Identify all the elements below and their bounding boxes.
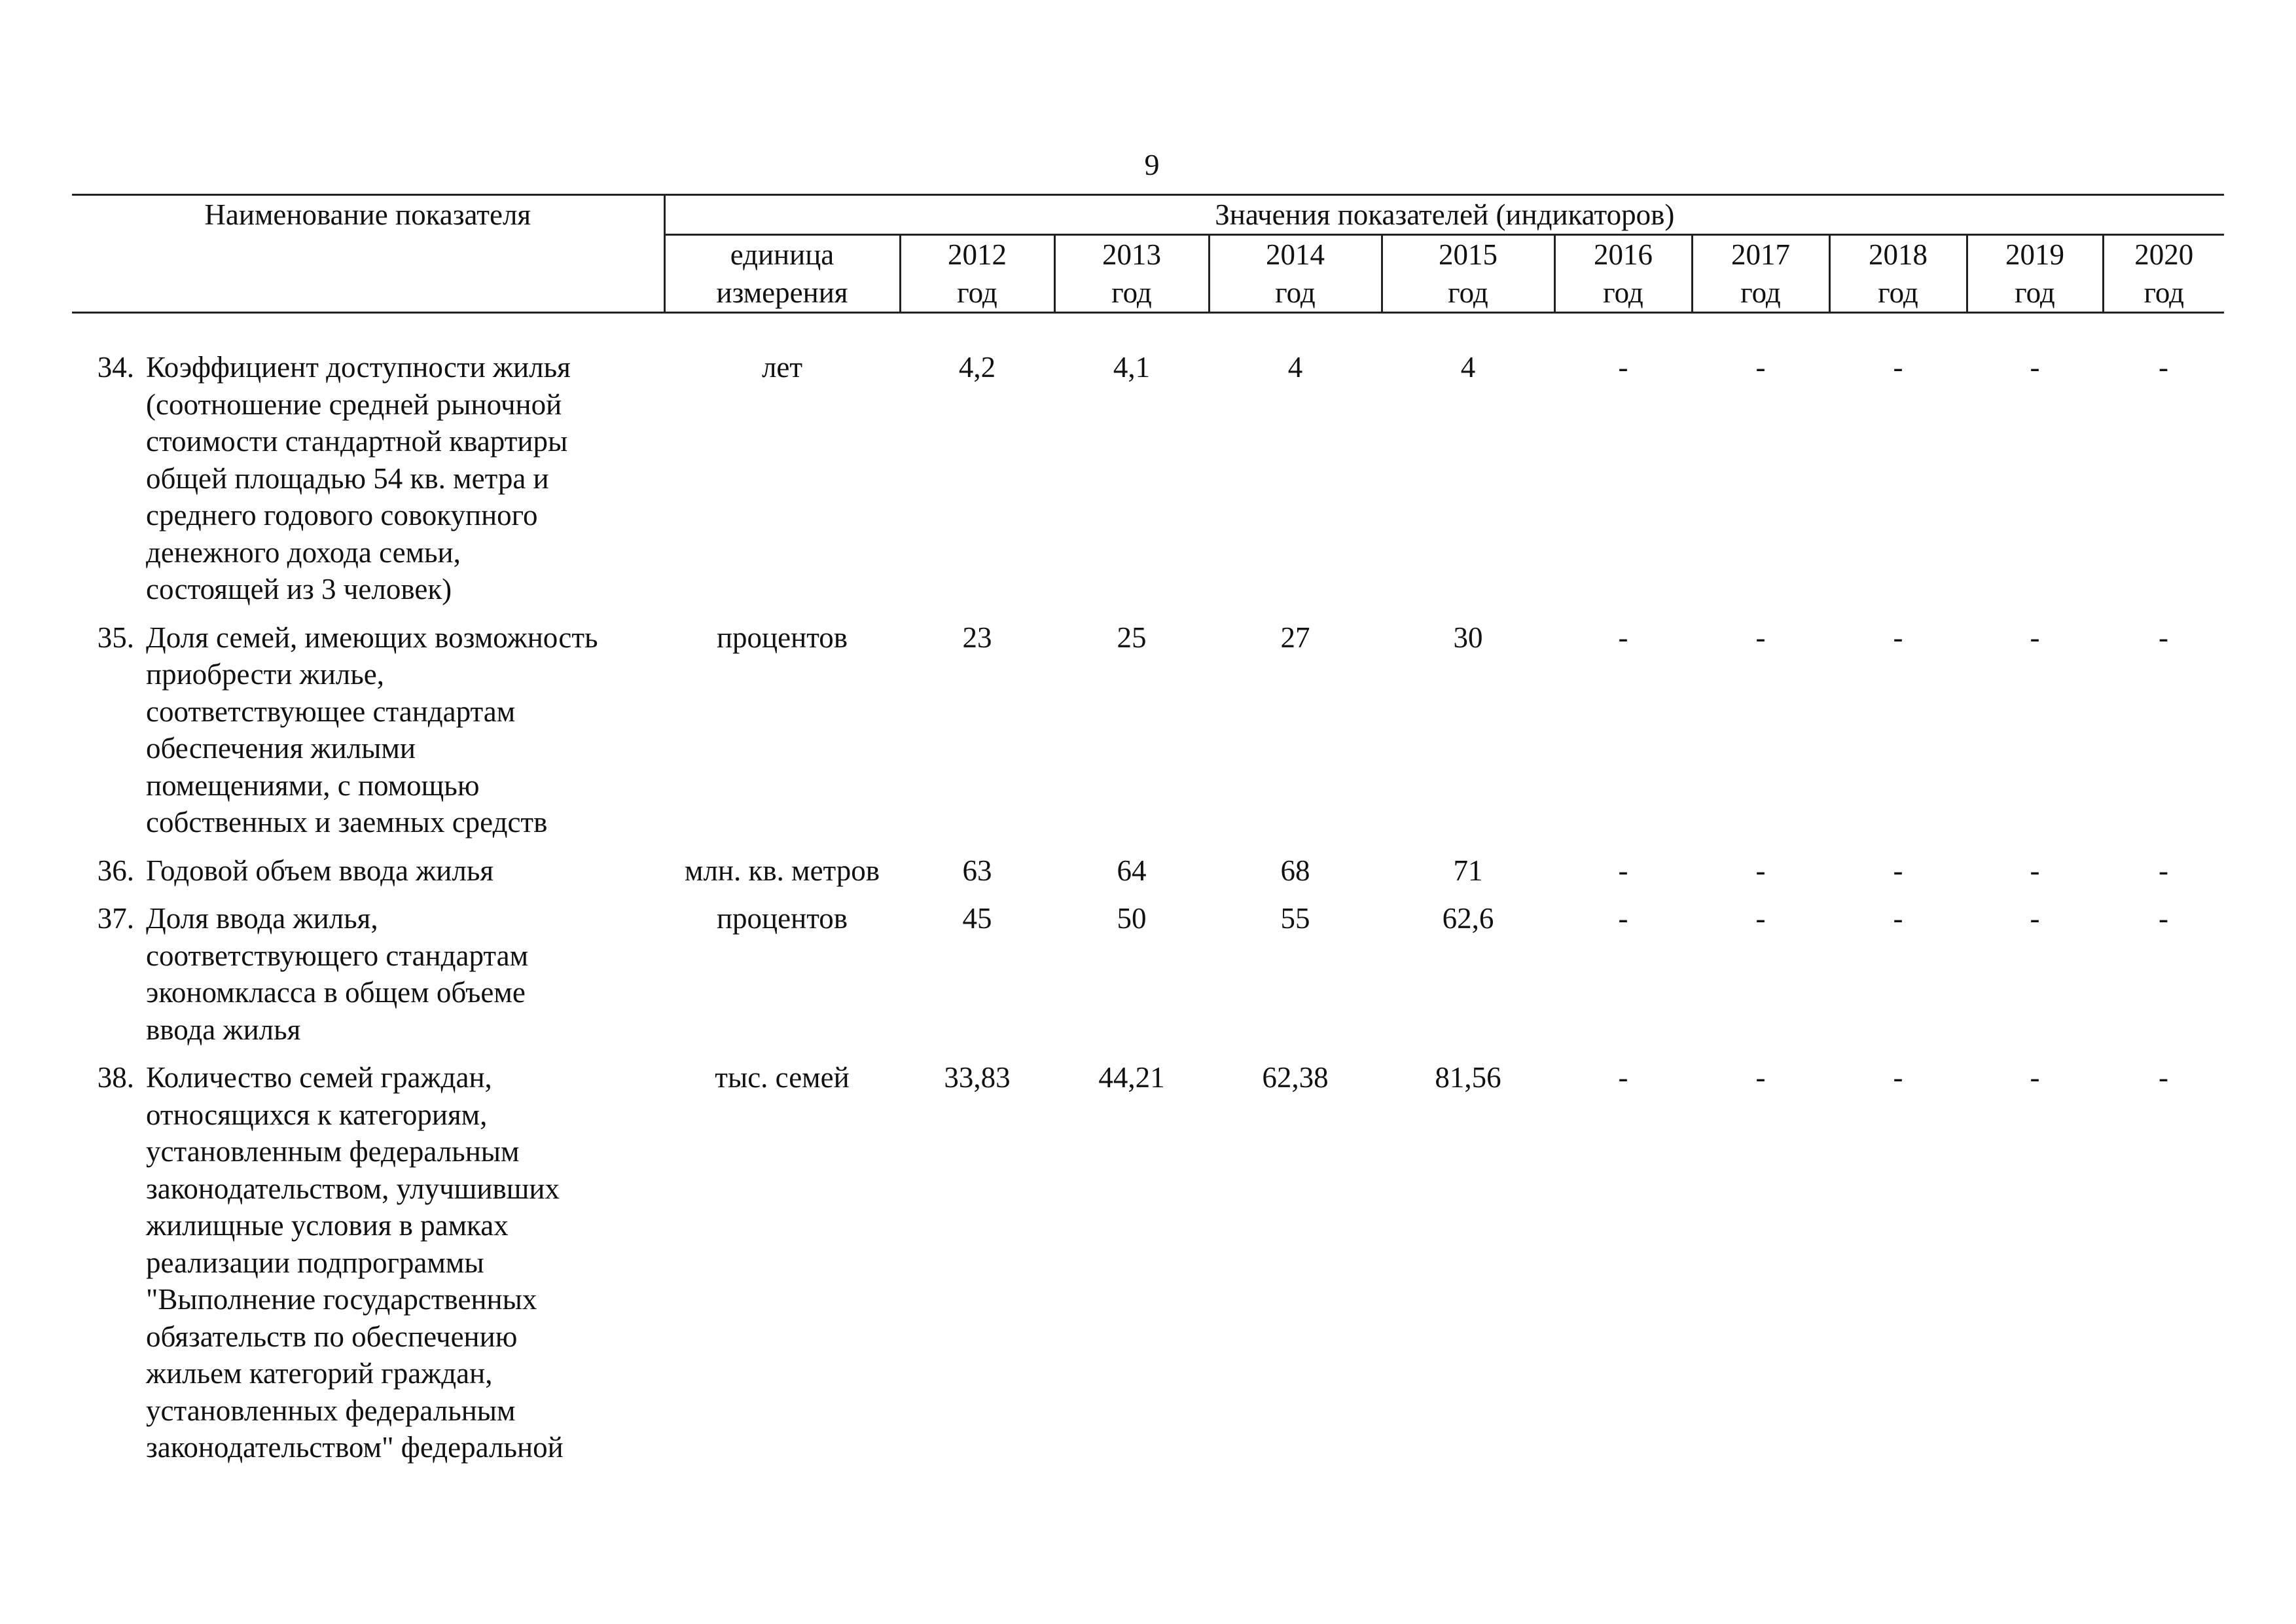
table-row xyxy=(72,900,2224,1059)
value-2013: 44,21 xyxy=(1098,1061,1165,1094)
header-unit xyxy=(664,235,900,313)
header-year-suffix: год xyxy=(1111,276,1152,309)
value-2016: - xyxy=(1618,902,1628,935)
indicator-name xyxy=(141,619,664,852)
header-year-suffix: год xyxy=(957,276,997,309)
value-2017: - xyxy=(1755,854,1766,887)
header-year-label: 2015 xyxy=(1439,238,1498,271)
header-year-suffix: год xyxy=(1275,276,1316,309)
header-year-suffix: год xyxy=(2144,276,2184,309)
value-2015: 81,56 xyxy=(1435,1061,1501,1094)
header-year-suffix: год xyxy=(1878,276,1918,309)
header-values-group: Значения показателей (индикаторов) xyxy=(664,195,2224,235)
indicator-name-line: состоящей из 3 человек) xyxy=(146,573,452,605)
value-2015: 62,6 xyxy=(1442,902,1494,935)
table-row xyxy=(72,619,2224,852)
indicator-name-line: "Выполнение государственных xyxy=(146,1283,537,1316)
indicator-name-line: общей площадью 54 кв. метра и xyxy=(146,461,549,495)
indicator-name-line: Доля ввода жилья, xyxy=(146,902,378,935)
indicator-name-line: относящихся к категориям, xyxy=(146,1098,488,1131)
value-2014: 4 xyxy=(1287,351,1303,384)
table-row xyxy=(72,852,2224,901)
value-2020: - xyxy=(2159,351,2169,384)
header-year-2019 xyxy=(1967,235,2103,313)
value-2020: - xyxy=(2159,902,2169,935)
value-2018: - xyxy=(1893,351,1903,384)
unit-of-measure: лет xyxy=(761,351,803,384)
indicator-name xyxy=(141,349,664,619)
header-spacer xyxy=(72,313,2224,350)
value-2013: 64 xyxy=(1117,854,1147,887)
header-year-label: 2017 xyxy=(1731,238,1790,271)
indicator-name-line: законодательством, улучшивших xyxy=(146,1172,560,1205)
header-year-2012 xyxy=(900,235,1054,313)
indicator-name-line: соответствующего стандартам xyxy=(146,939,529,972)
header-unit-line-1: единица xyxy=(730,238,834,271)
unit-of-measure: процентов xyxy=(716,621,848,654)
value-2016: - xyxy=(1618,854,1628,887)
indicator-name-line: Годовой объем ввода жилья xyxy=(146,854,494,887)
indicator-name-line: Коэффициент доступности жилья xyxy=(146,351,571,384)
header-year-label: 2014 xyxy=(1266,238,1325,271)
indicator-name-line: обеспечения жилыми xyxy=(146,732,416,765)
indicator-name-line: жильем категорий граждан, xyxy=(146,1357,493,1390)
header-year-label: 2016 xyxy=(1594,238,1653,271)
value-2016: - xyxy=(1618,351,1628,384)
indicator-name-line: помещениями, с помощью xyxy=(146,768,480,802)
header-year-label: 2019 xyxy=(2005,238,2064,271)
value-2012: 4,2 xyxy=(958,351,996,384)
indicator-name-line: стоимости стандартной квартиры xyxy=(146,425,568,458)
header-unit-line-2: измерения xyxy=(716,276,848,309)
indicator-name-line: (соотношение средней рыночной xyxy=(146,388,562,421)
value-2012: 33,83 xyxy=(944,1061,1011,1094)
indicator-name-line: приобрести жилье, xyxy=(146,658,384,691)
indicator-name-line: установленным федеральным xyxy=(146,1135,520,1168)
value-2017: - xyxy=(1755,351,1766,384)
value-2018: - xyxy=(1893,621,1903,654)
row-number: 36. xyxy=(97,854,134,887)
header-year-label: 2018 xyxy=(1869,238,1928,271)
indicator-name-line: жилищные условия в рамках xyxy=(146,1209,509,1242)
page-number: 9 xyxy=(1144,148,1160,181)
indicator-name-line: обязательств по обеспечению xyxy=(146,1320,518,1353)
header-year-2020 xyxy=(2103,235,2224,313)
value-2015: 4 xyxy=(1460,351,1476,384)
value-2015: 71 xyxy=(1453,854,1483,887)
value-2012: 45 xyxy=(962,902,992,935)
value-2019: - xyxy=(2030,902,2040,935)
value-2014: 68 xyxy=(1280,854,1310,887)
indicator-name-line: собственных и заемных средств xyxy=(146,806,548,839)
unit-of-measure: процентов xyxy=(716,902,848,935)
value-2016: - xyxy=(1618,1061,1628,1094)
value-2014: 27 xyxy=(1280,621,1310,654)
header-year-2014 xyxy=(1209,235,1382,313)
value-2018: - xyxy=(1893,854,1903,887)
header-indicator-name: Наименование показателя xyxy=(72,195,664,313)
value-2014: 55 xyxy=(1280,902,1310,935)
indicator-name-line: экономкласса в общем объеме xyxy=(146,976,526,1009)
indicators-table xyxy=(72,194,2224,1477)
header-year-suffix: год xyxy=(1603,276,1643,309)
table-row xyxy=(72,349,2224,619)
header-year-suffix: год xyxy=(1448,276,1488,309)
indicator-name-line: соответствующее стандартам xyxy=(146,695,516,728)
value-2017: - xyxy=(1755,1061,1766,1094)
value-2019: - xyxy=(2030,854,2040,887)
value-2020: - xyxy=(2159,621,2169,654)
header-year-2013 xyxy=(1054,235,1209,313)
value-2013: 50 xyxy=(1117,902,1147,935)
row-number: 37. xyxy=(97,902,134,935)
indicator-name-line: Доля семей, имеющих возможность xyxy=(146,621,598,654)
indicator-name-line: денежного дохода семьи, xyxy=(146,535,461,569)
value-2016: - xyxy=(1618,621,1628,654)
indicator-name-line: среднего годового совокупного xyxy=(146,499,538,532)
value-2012: 23 xyxy=(962,621,992,654)
row-number: 38. xyxy=(97,1061,134,1094)
value-2019: - xyxy=(2030,621,2040,654)
table-body xyxy=(72,313,2224,1477)
header-year-label: 2013 xyxy=(1102,238,1161,271)
table-header xyxy=(72,195,2224,313)
indicator-name xyxy=(141,900,664,1059)
value-2018: - xyxy=(1893,902,1903,935)
value-2019: - xyxy=(2030,351,2040,384)
unit-of-measure: тыс. семей xyxy=(715,1061,850,1094)
header-year-suffix: год xyxy=(2015,276,2055,309)
value-2013: 4,1 xyxy=(1113,351,1151,384)
indicator-name-line: реализации подпрограммы xyxy=(146,1246,484,1279)
value-2014: 62,38 xyxy=(1262,1061,1329,1094)
header-year-suffix: год xyxy=(1740,276,1781,309)
indicator-name-line: Количество семей граждан, xyxy=(146,1061,492,1094)
indicator-name-line: законодательством" федеральной xyxy=(146,1431,564,1464)
value-2020: - xyxy=(2159,1061,2169,1094)
value-2018: - xyxy=(1893,1061,1903,1094)
table-row xyxy=(72,1059,2224,1477)
value-2012: 63 xyxy=(962,854,992,887)
value-2020: - xyxy=(2159,854,2169,887)
header-year-2016 xyxy=(1554,235,1692,313)
header-year-label: 2012 xyxy=(948,238,1007,271)
header-year-label: 2020 xyxy=(2134,238,2194,271)
value-2015: 30 xyxy=(1453,621,1483,654)
indicator-name-line: ввода жилья xyxy=(146,1013,301,1046)
indicator-name xyxy=(141,1059,664,1477)
header-year-2017 xyxy=(1692,235,1829,313)
value-2017: - xyxy=(1755,902,1766,935)
row-number: 34. xyxy=(97,351,134,384)
value-2013: 25 xyxy=(1117,621,1147,654)
value-2019: - xyxy=(2030,1061,2040,1094)
value-2017: - xyxy=(1755,621,1766,654)
indicator-name xyxy=(141,852,664,901)
header-year-2018 xyxy=(1829,235,1967,313)
header-year-2015 xyxy=(1382,235,1554,313)
indicator-name-line: установленных федеральным xyxy=(146,1394,516,1427)
row-number: 35. xyxy=(97,621,134,654)
unit-of-measure: млн. кв. метров xyxy=(684,854,880,887)
